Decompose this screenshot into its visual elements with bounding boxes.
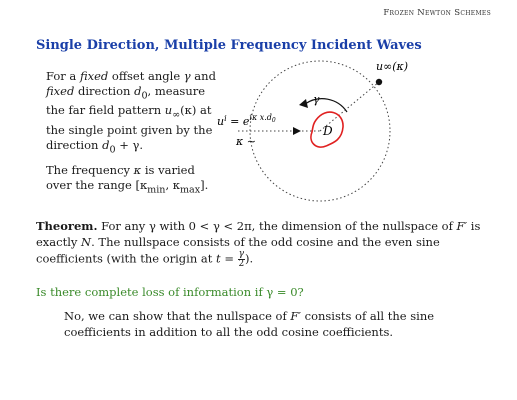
setup-paragraph-1: For a fixed offset angle γ and fixed direction $d_0$, measure the far field pattern $u_\infty(\kappa)$ at the single point given by the direction $d_0 + \gamma$.	[46, 69, 216, 155]
theorem-label: Theorem.	[36, 219, 98, 233]
question-line: Is there complete loss of information if γ = 0?	[36, 285, 304, 299]
wavenumber-label: κ ∼	[236, 135, 256, 148]
incident-arrowhead	[293, 127, 301, 135]
measurement-point	[376, 79, 382, 85]
scatterer-label: D	[323, 124, 333, 138]
running-header: Frozen Newton Schemes	[383, 8, 491, 18]
answer-paragraph: No, we can show that the nullspace of F′ consists of all the sine coefficients in addition to all the odd cosine coefficients.	[64, 309, 435, 339]
gamma-arc-arrowhead	[299, 99, 308, 108]
gamma-arc	[305, 99, 347, 112]
theorem-statement: Theorem. For any γ with 0 < γ < 2π, the dimension of the nullspace of F′ is exactly N. The nullspace consists of the odd cosine and the even sine coefficients (with the origin at t = $\frac{\gamma}{2}$ ).	[36, 219, 481, 269]
slide-title: Single Direction, Multiple Frequency Incident Waves	[36, 38, 422, 53]
setup-paragraph-2: The frequency κ is varied over the range [$\kappa_{min}$, $\kappa_{max}$].	[46, 163, 209, 196]
incident-wave-label: $u^i = e^{i\kappa x.d}0$	[217, 113, 276, 128]
uinf-label: u∞(κ)	[376, 60, 409, 73]
gamma-label: γ	[313, 93, 320, 106]
